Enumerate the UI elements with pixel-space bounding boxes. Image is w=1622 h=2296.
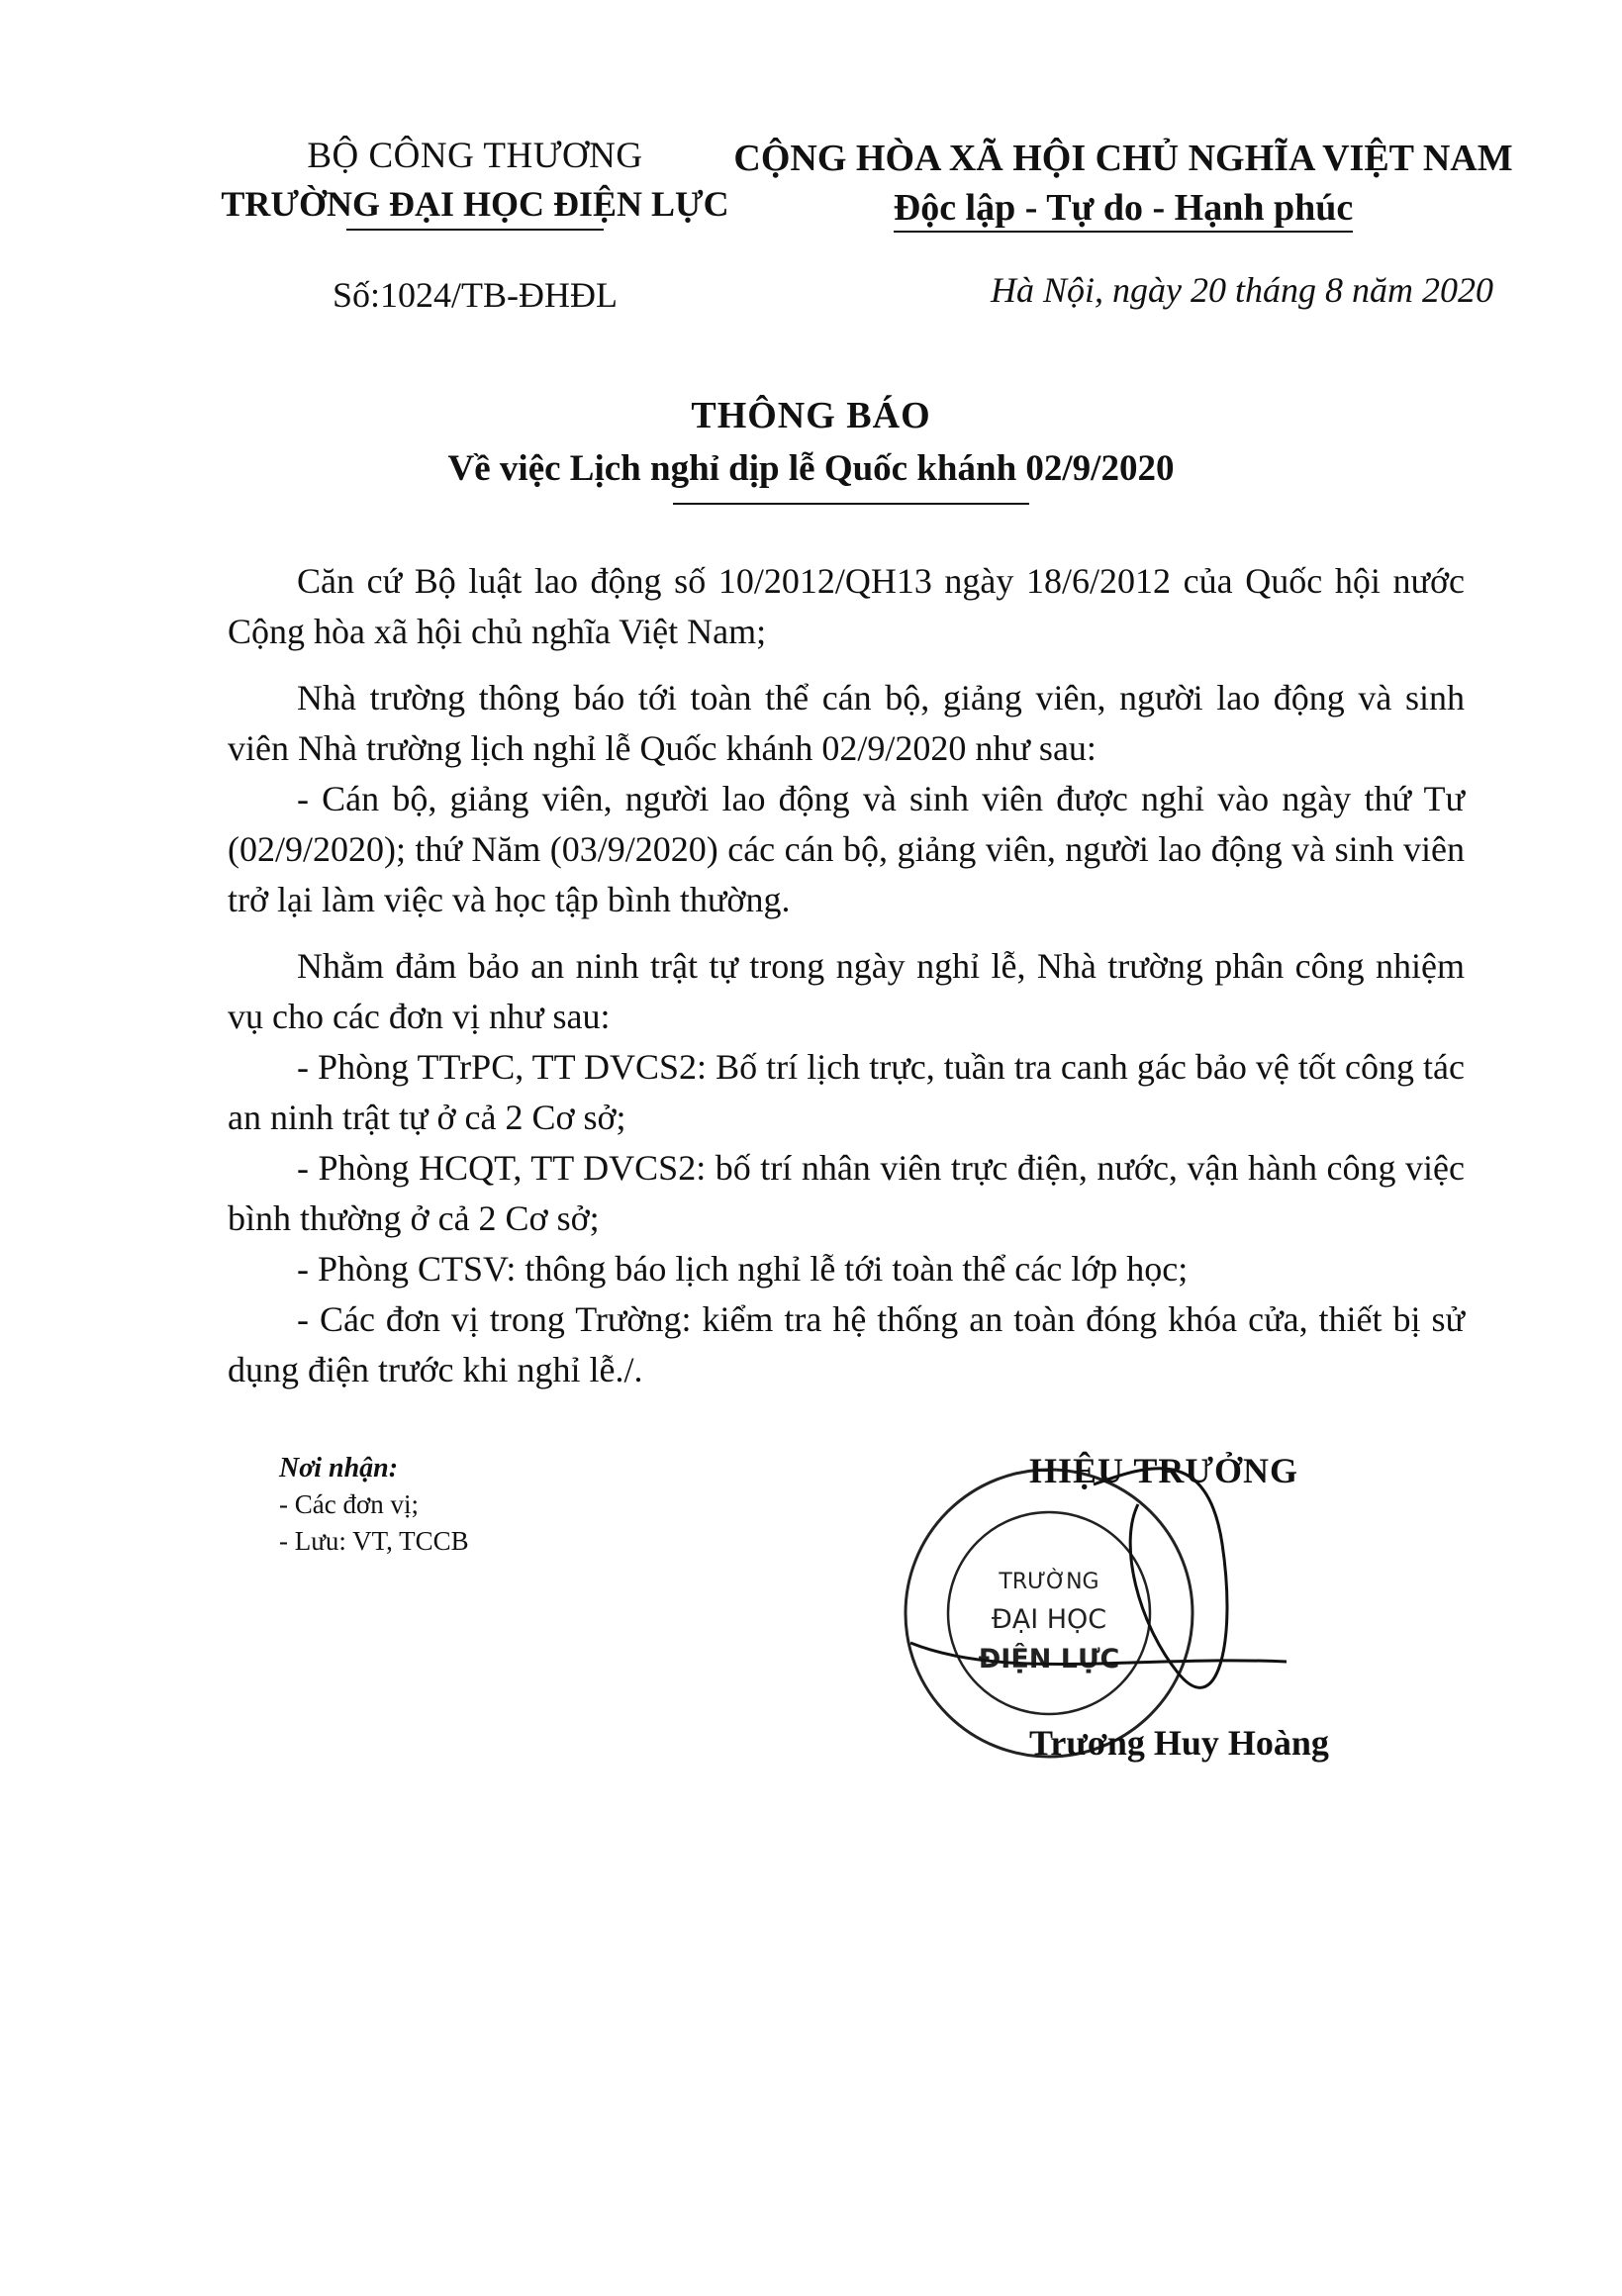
title-underline — [673, 503, 1029, 505]
national-motto: Độc lập - Tự do - Hạnh phúc — [894, 187, 1354, 233]
stamp-text: ĐẠI HỌC — [991, 1604, 1107, 1635]
document-subject: Về việc Lịch nghỉ dịp lễ Quốc khánh 02/9/2020 — [447, 448, 1175, 489]
issuer-block — [208, 135, 742, 316]
document-title: THÔNG BÁO — [691, 395, 931, 436]
recipient-item: - Lưu: VT, TCCB — [279, 1526, 469, 1556]
national-header — [732, 137, 1514, 230]
issuer-underline — [346, 229, 604, 231]
signatory-name: Trương Huy Hoàng — [1029, 1723, 1329, 1763]
title-block — [0, 394, 1622, 490]
body-paragraph: - Phòng CTSV: thông báo lịch nghỉ lễ tới toàn thể các lớp học; — [297, 1249, 1189, 1289]
recipients-block — [279, 1450, 469, 1560]
body-paragraph: Căn cứ Bộ luật lao động số 10/2012/QH13 ngày 18/6/2012 của Quốc hội nước Cộng hòa xã hội chủ nghĩa Việt Nam; — [228, 561, 1465, 651]
document-number: Số:1024/TB-ĐHĐL — [333, 275, 618, 315]
body-paragraph: - Phòng HCQT, TT DVCS2: bố trí nhân viên trực điện, nước, vận hành công việc bình thường ở cả 2 Cơ sở; — [228, 1148, 1465, 1238]
body-paragraph: - Phòng TTrPC, TT DVCS2: Bố trí lịch trực, tuần tra canh gác bảo vệ tốt công tác an ninh trật tự ở cả 2 Cơ sở; — [228, 1047, 1465, 1137]
stamp-text: TRƯỜNG — [999, 1570, 1099, 1594]
body-paragraph: - Các đơn vị trong Trường: kiểm tra hệ thống an toàn đóng khóa cửa, thiết bị sử dụng điện trước khi nghỉ lễ./. — [228, 1299, 1465, 1389]
ministry-name: BỘ CÔNG THƯƠNG — [307, 136, 643, 176]
recipients-heading: Nơi nhận: — [279, 1453, 399, 1483]
document-body — [228, 556, 1465, 1395]
body-paragraph: Nhà trường thông báo tới toàn thể cán bộ, giảng viên, người lao động và sinh viên Nhà trường lịch nghỉ lễ Quốc khánh 02/9/2020 như sau: — [228, 678, 1465, 768]
issue-date: Hà Nội, ngày 20 tháng 8 năm 2020 — [991, 270, 1493, 310]
recipient-item: - Các đơn vị; — [279, 1489, 419, 1519]
stamp-text: ĐIỆN LỰC — [978, 1644, 1120, 1674]
country-name: CỘNG HÒA XÃ HỘI CHỦ NGHĨA VIỆT NAM — [733, 138, 1513, 179]
signatory-title: HIỆU TRƯỞNG — [1029, 1451, 1299, 1490]
school-name: TRƯỜNG ĐẠI HỌC ĐIỆN LỰC — [221, 184, 729, 224]
body-paragraph: - Cán bộ, giảng viên, người lao động và sinh viên được nghỉ vào ngày thứ Tư (02/9/2020); thứ Năm (03/9/2020) các cán bộ, giảng viên, người lao động và sinh viên trở lại làm việc và học tập bình thường. — [228, 779, 1465, 919]
body-paragraph: Nhằm đảm bảo an ninh trật tự trong ngày nghỉ lễ, Nhà trường phân công nhiệm vụ cho các đơn vị như sau: — [228, 946, 1465, 1036]
